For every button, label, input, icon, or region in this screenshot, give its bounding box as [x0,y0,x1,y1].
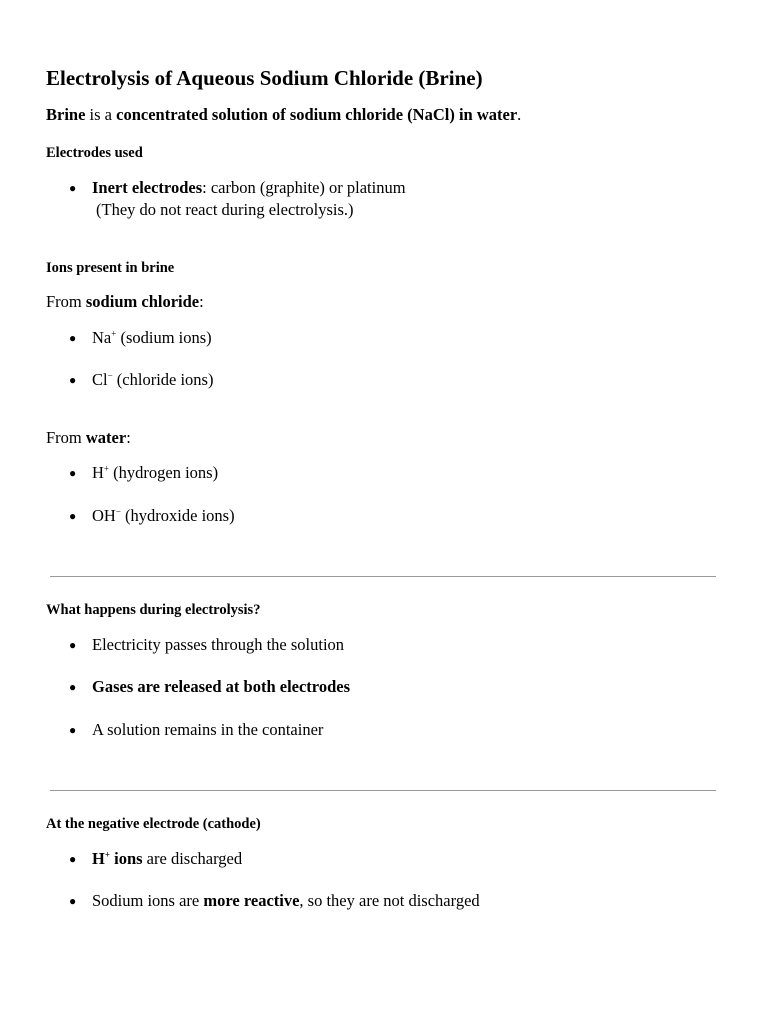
ion-symbol: H [92,849,105,868]
ion-symbol: Na [92,328,112,347]
cathode-item-text: are discharged [142,849,243,868]
bullet-icon: ● [69,331,77,345]
ion-charge: − [115,506,121,517]
from-water-text-2: : [126,428,131,447]
electrodes-continuation: (They do not react during electrolysis.) [96,200,354,219]
section-divider [50,790,716,791]
cathode-item-hydrogen [69,848,243,870]
ion-charge: − [107,370,113,381]
during-item-electricity [69,634,345,656]
ion-symbol: H [92,463,104,482]
during-item-text: Gases are released at both electrodes [92,677,350,696]
electrodes-heading: Electrodes used [46,145,143,161]
bullet-icon: ● [69,373,77,387]
page-title: Electrolysis of Aqueous Sodium Chloride (Brine) [46,66,483,90]
from-water-text-1: From [46,428,86,447]
during-item-text: A solution remains in the container [92,720,324,739]
cathode-ions-word: ions [109,849,143,868]
ion-symbol: OH [92,506,116,525]
bullet-icon: ● [69,638,77,652]
during-item-solution [69,719,324,741]
bullet-icon: ● [69,181,77,195]
cathode-item-sodium [69,890,480,912]
ion-item-hydroxide [69,505,235,527]
from-water-line [46,427,131,449]
bullet-icon: ● [69,894,77,908]
ions-heading: Ions present in brine [46,260,175,276]
during-item-text: Electricity passes through the solution [92,635,345,654]
electrodes-list-item [69,177,406,199]
intro-text-1: is a [85,105,117,124]
bullet-icon: ● [69,680,77,694]
section-divider [50,576,716,577]
from-water-bold: water [85,428,127,447]
bullet-icon: ● [69,466,77,480]
intro-bold-definition: concentrated solution of sodium chloride (NaCl) in water [116,105,518,124]
inert-electrodes-bold: Inert electrodes [92,178,203,197]
from-nacl-text-2: : [199,292,204,311]
from-nacl-bold: sodium chloride [85,292,200,311]
bullet-icon: ● [69,509,77,523]
during-heading: What happens during electrolysis? [46,602,261,618]
ion-charge: + [103,463,109,474]
during-item-gases [69,676,350,698]
ion-description: (hydroxide ions) [120,506,235,525]
bullet-icon: ● [69,723,77,737]
intro-text-2: . [517,105,522,124]
ion-description: (hydrogen ions) [109,463,219,482]
ion-charge: + [111,328,117,339]
ion-description: (sodium ions) [116,328,212,347]
ion-item-hydrogen [69,462,219,484]
electrodes-item-text: : carbon (graphite) or platinum [202,178,406,197]
from-nacl-line [46,291,204,313]
bullet-icon: ● [69,852,77,866]
cathode-ion-bold [92,849,143,868]
cathode-item-text-2: , so they are not discharged [299,891,480,910]
ion-item-sodium [69,327,212,349]
cathode-heading: At the negative electrode (cathode) [46,816,261,832]
ion-description: (chloride ions) [112,370,214,389]
ion-symbol: Cl [92,370,108,389]
intro-paragraph [46,104,521,126]
intro-bold-brine: Brine [46,105,86,124]
from-nacl-text-1: From [46,292,86,311]
more-reactive-bold: more reactive [203,891,300,910]
ion-charge: + [104,849,110,860]
cathode-item-text-1: Sodium ions are [92,891,204,910]
ion-item-chloride [69,369,214,391]
